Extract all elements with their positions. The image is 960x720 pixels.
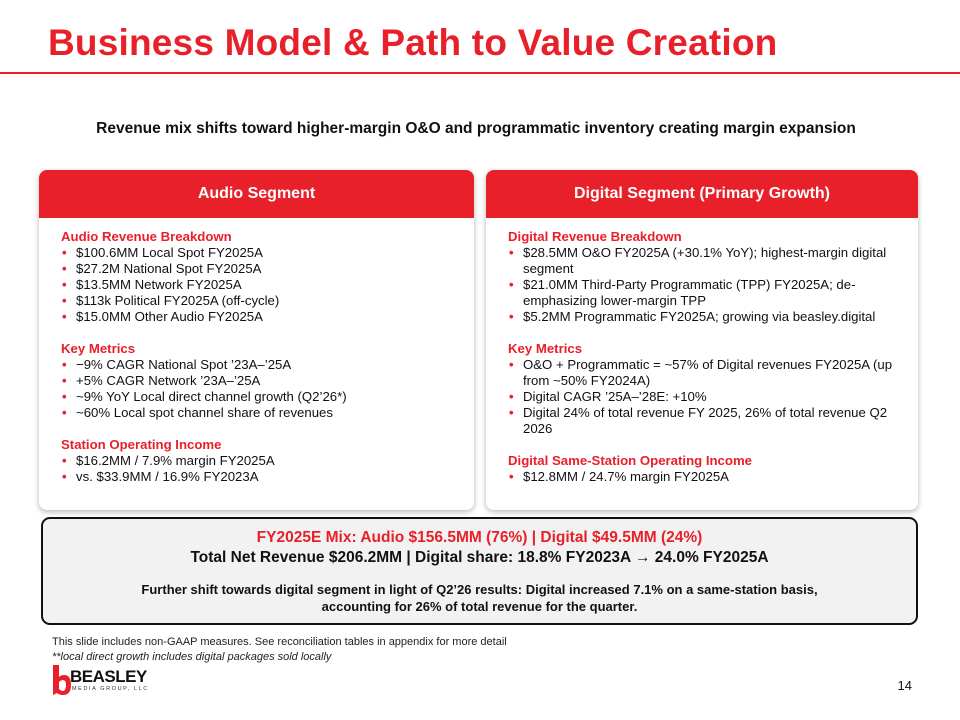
title-divider	[0, 72, 960, 74]
list-item: • vs. $33.9MM / 16.9% FY2023A	[61, 469, 454, 485]
list-item: • $5.2MM Programmatic FY2025A; growing via beasley.digital	[508, 309, 898, 325]
non-gaap-footnote: This slide includes non-GAAP measures. See reconciliation tables in appendix for more detail	[52, 636, 507, 648]
list-item: • $113k Political FY2025A (off-cycle)	[61, 293, 454, 309]
list-item: • $100.6MM Local Spot FY2025A	[61, 245, 454, 261]
digital-soi-list	[508, 469, 898, 485]
audio-soi-title: Station Operating Income	[61, 437, 222, 452]
list-item: • $28.5MM O&O FY2025A (+30.1% YoY); highest-margin digital segment	[508, 245, 898, 277]
page-number: 14	[897, 678, 912, 693]
audio-metrics-title: Key Metrics	[61, 341, 136, 356]
list-item: • $27.2M National Spot FY2025A	[61, 261, 454, 277]
list-item: • $13.5MM Network FY2025A	[61, 277, 454, 293]
audio-segment-header: Audio Segment	[39, 170, 474, 218]
audio-segment-card	[39, 170, 474, 510]
mix-line: FY2025E Mix: Audio $156.5MM (76%) | Digital $49.5MM (24%)	[256, 529, 703, 546]
list-item: • O&O + Programmatic = ~57% of Digital revenues FY2025A (up from ~50% FY2024A)	[508, 357, 898, 389]
audio-metrics-list	[61, 357, 454, 421]
slide-subtitle: Revenue mix shifts toward higher-margin O&O and programmatic inventory creating margin expansion	[96, 120, 856, 137]
list-item: • $16.2MM / 7.9% margin FY2025A	[61, 453, 454, 469]
audio-revenue-title: Audio Revenue Breakdown	[61, 229, 232, 244]
list-item: • $12.8MM / 24.7% margin FY2025A	[508, 469, 898, 485]
digital-segment-card	[486, 170, 918, 510]
revenue-mix-summary	[41, 517, 918, 625]
digital-metrics-list	[508, 357, 898, 437]
page-title: Business Model & Path to Value Creation	[48, 22, 778, 63]
audio-revenue-list	[61, 245, 454, 325]
list-item: • $21.0MM Third-Party Programmatic (TPP) FY2025A; de-emphasizing lower-margin TPP	[508, 277, 898, 309]
digital-segment-header: Digital Segment (Primary Growth)	[486, 170, 918, 218]
list-item: • −9% CAGR National Spot ’23A–’25A	[61, 357, 454, 373]
list-item: • ~9% YoY Local direct channel growth (Q2’26*)	[61, 389, 454, 405]
digital-metrics-title: Key Metrics	[508, 341, 583, 356]
list-item: • ~60% Local spot channel share of revenues	[61, 405, 454, 421]
digital-revenue-list	[508, 245, 898, 325]
list-item: • Digital CAGR ’25A–’28E: +10%	[508, 389, 898, 405]
local-direct-footnote: **local direct growth includes digital packages sold locally	[52, 651, 332, 663]
digital-shift-note: Further shift towards digital segment in light of Q2’26 results: Digital increased 7.1% on a same-station basis, accounting for 26% of total revenue for the quarter.	[141, 582, 818, 614]
logo-wordmark: BEASLEY	[70, 667, 147, 686]
list-item: • Digital 24% of total revenue FY 2025, 26% of total revenue Q2 2026	[508, 405, 898, 437]
digital-revenue-title: Digital Revenue Breakdown	[508, 229, 682, 244]
logo-subtext: MEDIA GROUP, LLC	[72, 686, 149, 692]
beasley-logo	[50, 663, 150, 699]
total-revenue-line: Total Net Revenue $206.2MM | Digital share: 18.8% FY2023A → 24.0% FY2025A	[190, 549, 769, 566]
list-item: • $15.0MM Other Audio FY2025A	[61, 309, 454, 325]
digital-soi-title: Digital Same-Station Operating Income	[508, 453, 753, 468]
audio-soi-list	[61, 453, 454, 485]
list-item: • +5% CAGR Network ’23A–’25A	[61, 373, 454, 389]
